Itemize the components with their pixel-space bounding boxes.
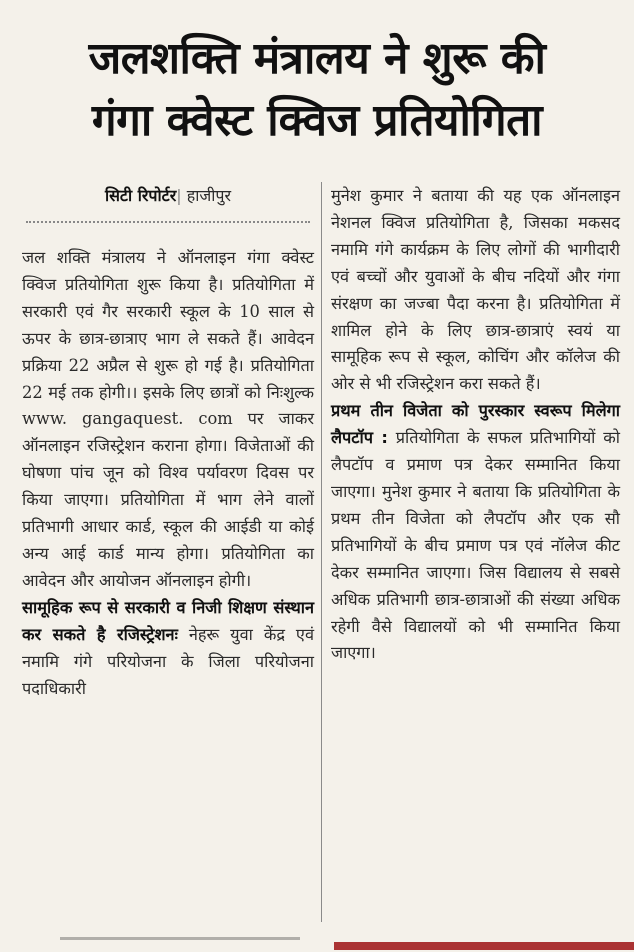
byline-location: हाजीपुर <box>186 186 232 205</box>
headline-line-1: जलशक्ति मंत्रालय ने शुरू की <box>88 33 546 84</box>
subheading: प्रथम तीन विजेता को पुरस्कार स्वरूप मिलेगा लैपटॉप : <box>331 401 620 448</box>
article-paragraph: मुनेश कुमार ने बताया की यह एक ऑनलाइन नेशनल क्विज प्रतियोगिता है, जिसका मकसद नमामि गंगे कार्यक्रम के लिए लोगों की भागीदारी एवं बच्चों और युवाओं के बीच नदियों और गंगा संरक्षण का जज्बा पैदा करना है। प्रतियोगिता में शामिल होने के लिए छात्र-छात्राएं स्वयं या सामूहिक रूप से स्कूल, कोचिंग और कॉलेज की ओर से भी रजिस्ट्रेशन करा सकते हैं। <box>331 186 620 394</box>
byline <box>22 183 314 215</box>
byline-reporter: सिटी रिपोर्टर <box>104 186 177 205</box>
byline-separator: | <box>176 186 182 205</box>
right-column <box>331 183 620 667</box>
article-paragraph: प्रतियोगिता के सफल प्रतिभागियों को लैपटॉप व प्रमाण पत्र देकर सम्मानित किया जाएगा। मुनेश कुमार ने बताया कि प्रतियोगिता के प्रथम तीन विजेता को लैपटॉप और एक सौ प्रतिभागियों के बीच प्रमाण पत्र एवं नॉलेज कीट देकर सम्मानित जाएगा। जिस विद्यालय से सबसे अधिक प्रतिभागी छात्र-छात्राओं की संख्या अधिक रहेगी वैसे विद्यालयों को भी सम्मानित किया जाएगा। <box>331 428 620 663</box>
next-article-bar <box>334 942 634 950</box>
subheading: सामूहिक रूप से सरकारी व निजी शिक्षण संस्थान कर सकते है रजिस्ट्रेशनः <box>22 597 314 644</box>
byline-rule <box>26 221 310 223</box>
article-paragraph: नेहरू युवा केंद्र एवं नमामि गंगे परियोजना के जिला परियोजना पदाधिकारी <box>22 624 314 698</box>
headline-line-2: गंगा क्वेस्ट क्विज प्रतियोगिता <box>91 95 543 146</box>
column-divider <box>321 182 322 922</box>
next-article-strip <box>0 935 634 950</box>
headline <box>0 28 634 152</box>
left-column <box>22 183 314 702</box>
article-paragraph: जल शक्ति मंत्रालय ने ऑनलाइन गंगा क्वेस्ट क्विज प्रतियोगिता शुरू किया है। प्रतियोगिता में सरकारी एवं गैर सरकारी स्कूल के 10 साल से ऊपर के छात्र-छात्राए भाग ले सकते हैं। आवेदन प्रक्रिया 22 अप्रैल से शुरू हो गई है। प्रतियोगिता 22 मई तक होगी।। इसके लिए छात्रों को निःशुल्क www. gangaquest. com पर जाकर ऑनलाइन रजिस्ट्रेशन कराना होगा। विजेताओं की घोषणा पांच जून को विश्व पर्यावरण दिवस पर किया जाएगा। प्रतियोगिता में भाग लेने वालों प्रतिभागी आधार कार्ड, स्कूल की आईडी या कोई अन्य आई कार्ड मान्य होगा। प्रतियोगिता का आवेदन और आयोजन ऑनलाइन होगी। <box>22 248 314 590</box>
